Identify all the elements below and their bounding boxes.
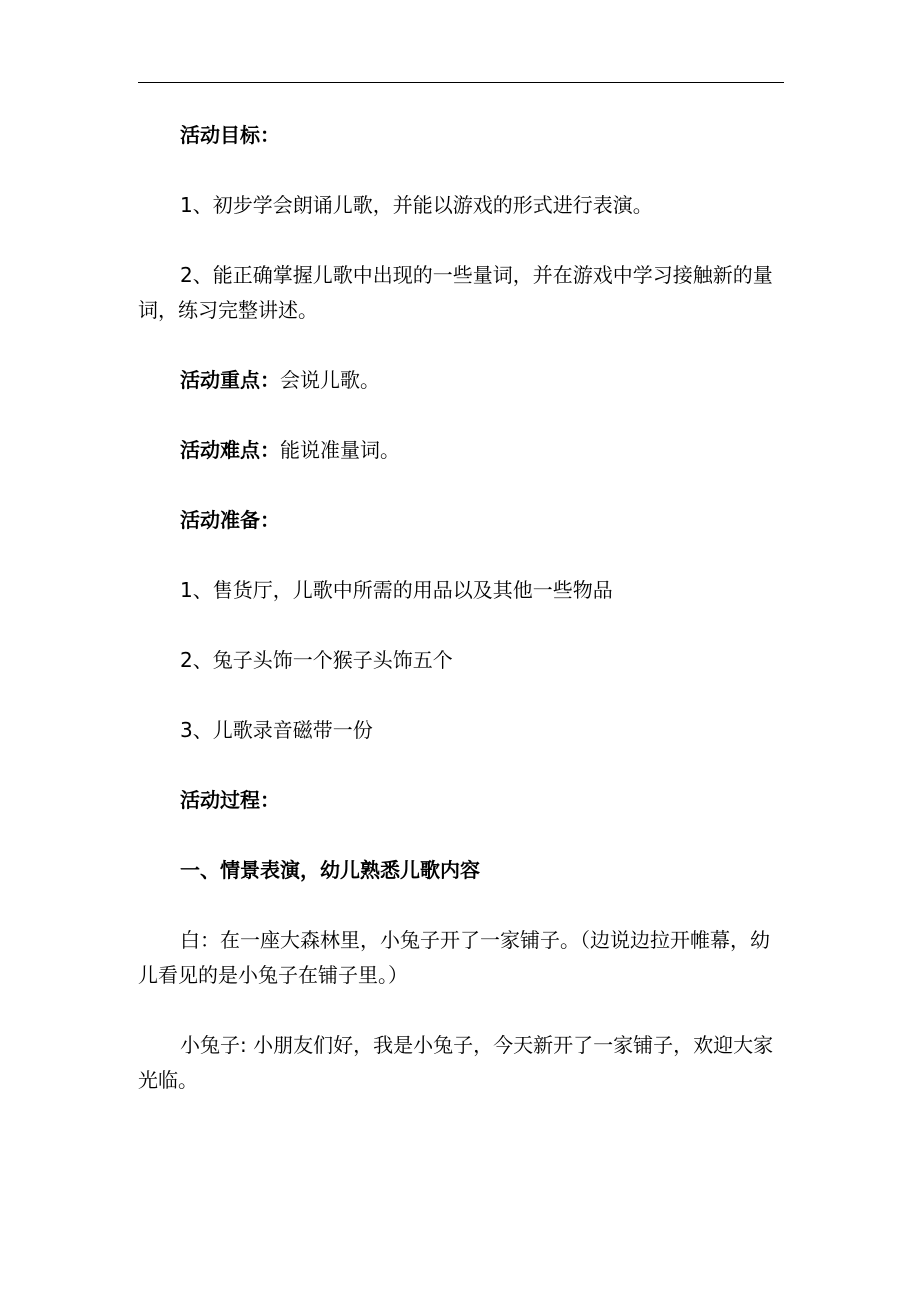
document-body [138, 118, 784, 1098]
goal-item-1: 1、初步学会朗诵儿歌，并能以游戏的形式进行表演。 [180, 193, 653, 217]
header-divider [138, 82, 784, 83]
goal-item-2: 2、能正确掌握儿歌中出现的一些量词，并在游戏中学习接触新的量词，练习完整讲述。 [138, 263, 773, 322]
key-point-text: 会说儿歌。 [280, 368, 380, 392]
narration-paragraph: 白：在一座大森林里，小兔子开了一家铺子。（边说边拉开帷幕，幼儿看见的是小兔子在铺子里。） [138, 928, 770, 987]
preparation-item-2: 2、兔子头饰一个猴子头饰五个 [180, 648, 453, 672]
difficulty-line [138, 433, 784, 468]
preparation-item-1: 1、售货厅，儿歌中所需的用品以及其他一些物品 [180, 578, 613, 602]
difficulty-label: 活动难点： [180, 438, 280, 462]
preparation-item-3: 3、儿歌录音磁带一份 [180, 718, 373, 742]
preparation-heading: 活动准备： [180, 508, 280, 532]
rabbit-dialogue: 小兔子: 小朋友们好，我是小兔子，今天新开了一家铺子，欢迎大家光临。 [138, 1033, 774, 1092]
process-section-1-title: 一、情景表演，幼儿熟悉儿歌内容 [180, 858, 480, 882]
key-point-label: 活动重点： [180, 368, 280, 392]
difficulty-text: 能说准量词。 [280, 438, 400, 462]
key-point-line [138, 363, 784, 398]
process-heading: 活动过程： [180, 788, 280, 812]
goals-heading: 活动目标： [180, 123, 280, 147]
